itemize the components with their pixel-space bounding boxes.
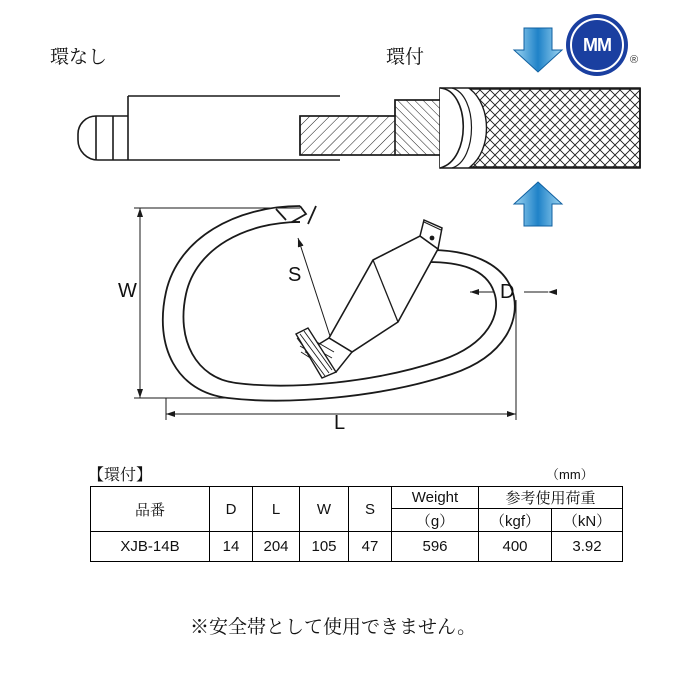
heading-with-ring: 環付 [386,47,425,68]
carabiner-body [163,206,515,401]
table-caption: 【環付】 [88,467,153,484]
header-model: 品番 [91,487,210,532]
table-unit-note: （mm） [546,467,594,482]
cell-l: 204 [253,532,300,562]
header-weight-unit: （g） [392,509,479,532]
cell-kgf: 400 [479,532,552,562]
header-l: L [253,487,300,532]
header-kgf: （kgf） [479,509,552,532]
blue-arrow-down [514,28,562,72]
dimension-label-l: L [334,412,346,434]
blue-arrow-up [514,182,562,226]
header-load-group: 参考使用荷重 [479,487,623,509]
dimension-label-w: W [118,280,137,302]
header-s: S [349,487,392,532]
table-row [91,532,623,562]
heading-no-ring: 環なし [50,47,108,68]
spec-table [90,486,623,562]
cell-s: 47 [349,532,392,562]
safety-warning: ※安全帯として使用できません。 [190,617,477,638]
cell-w: 105 [300,532,349,562]
header-kn: （kN） [552,509,623,532]
header-weight: Weight [392,487,479,509]
cell-kn: 3.92 [552,532,623,562]
header-d: D [210,487,253,532]
cell-d: 14 [210,532,253,562]
dimension-label-d: D [500,281,515,303]
ring-end-detail [300,88,640,168]
registered-mark: ® [630,54,639,66]
cell-weight: 596 [392,532,479,562]
table-header-row-1 [91,487,623,509]
cell-model: XJB-14B [91,532,210,562]
logo-text: MM [583,34,611,55]
header-w: W [300,487,349,532]
dimension-label-s: S [288,264,302,286]
